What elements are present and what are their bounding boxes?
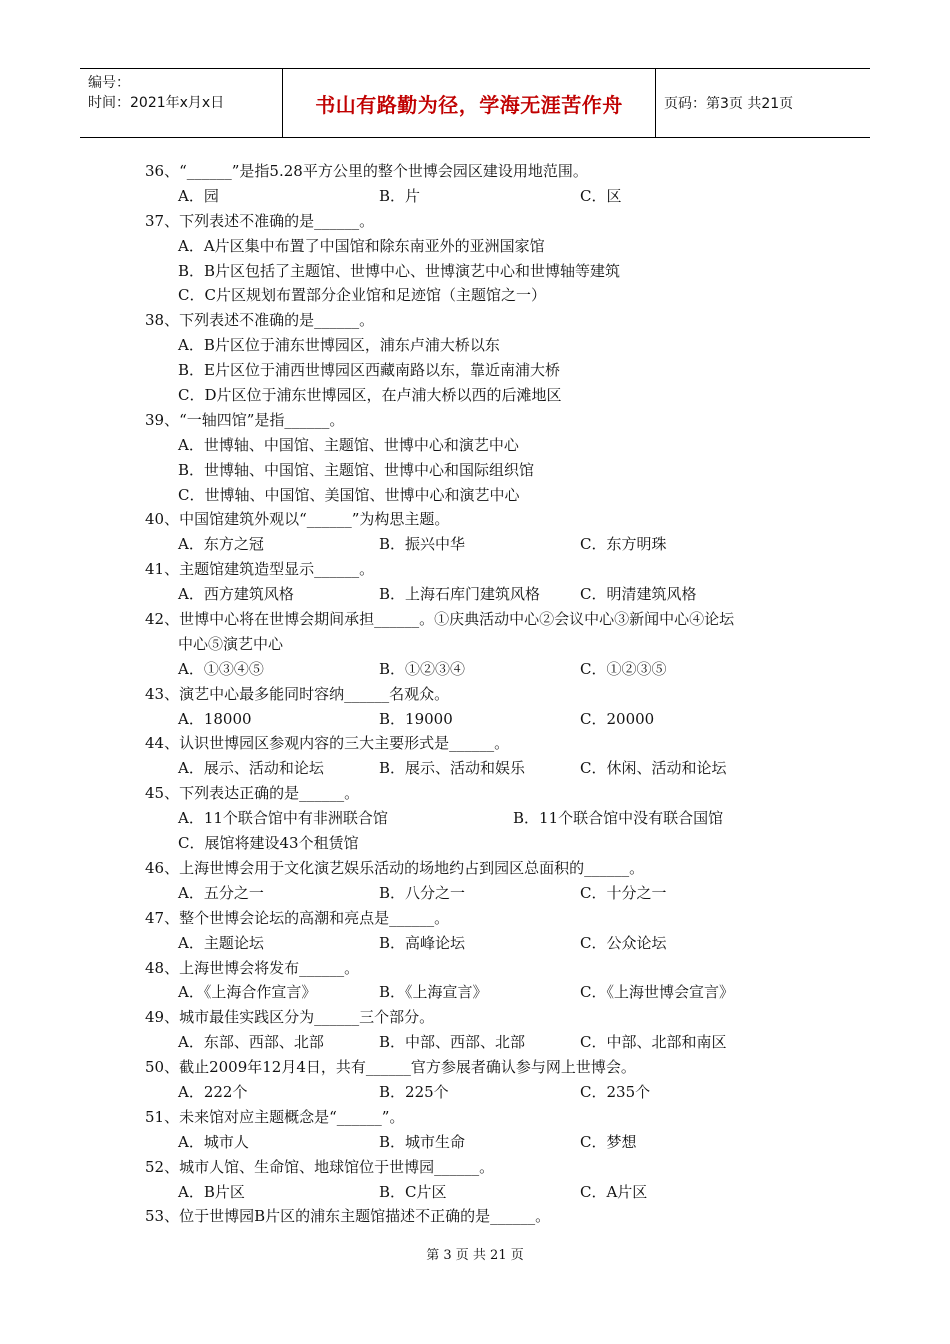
answer-option: A．A片区集中布置了中国馆和除东南亚外的亚洲国家馆: [178, 236, 545, 255]
answer-option: B．展示、活动和娱乐: [379, 759, 526, 778]
answer-option: A．世博轴、中国馆、主题馆、世博中心和演艺中心: [178, 435, 519, 454]
answer-option: A．东方之冠: [178, 535, 264, 554]
answer-option: B．中部、西部、北部: [379, 1033, 526, 1052]
header-meta: [80, 69, 282, 137]
answer-option: B．19000: [379, 709, 453, 728]
answer-option: B．11个联合馆中没有联合国馆: [513, 809, 724, 828]
answer-option: A．城市人: [178, 1132, 249, 1151]
question-stem: 36、“______”是指5.28平方公里的整个世博会园区建设用地范围。: [145, 162, 588, 180]
answer-option: B．225个: [379, 1082, 449, 1101]
answer-option: C．D片区位于浦东世博园区，在卢浦大桥以西的后滩地区: [178, 386, 562, 405]
question-stem: 52、城市人馆、生命馆、地球馆位于世博园______。: [145, 1157, 495, 1176]
answer-option: C．区: [580, 186, 622, 205]
question-stem: 45、下列表达正确的是______。: [145, 784, 360, 803]
answer-option: C．235个: [580, 1082, 651, 1101]
question-stem: 38、下列表述不准确的是______。: [145, 311, 375, 330]
answer-option: A．18000: [178, 709, 252, 728]
option-row: [145, 707, 825, 732]
answer-option: A．①③④⑤: [178, 659, 264, 678]
header-motto: 书山有路勤为径，学海无涯苦作舟: [282, 69, 656, 137]
answer-option: A．西方建筑风格: [178, 585, 294, 604]
answer-option: A．五分之一: [178, 883, 264, 902]
option-row: [145, 980, 825, 1005]
answer-option: B．E片区位于浦西世博园区西藏南路以东，靠近南浦大桥: [178, 361, 560, 380]
option-row: [145, 1030, 825, 1055]
answer-option: C．休闲、活动和论坛: [580, 759, 727, 778]
answer-option: B．B片区包括了主题馆、世博中心、世博演艺中心和世博轴等建筑: [178, 261, 621, 280]
time-label: 时间：2021年x月x日: [88, 95, 225, 111]
page-footer: 第 3 页 共 21 页: [426, 1248, 524, 1263]
question-stem: 39、“一轴四馆”是指______。: [145, 410, 345, 429]
answer-option: B．片: [379, 186, 421, 205]
answer-option: C．东方明珠: [580, 535, 667, 554]
answer-option: C．公众论坛: [580, 933, 667, 952]
option-row: [145, 184, 825, 209]
answer-option: C．十分之一: [580, 883, 667, 902]
answer-option: B．振兴中华: [379, 535, 466, 554]
answer-option: B．上海石库门建筑风格: [379, 585, 541, 604]
question-stem-continued: 中心⑤演艺中心: [178, 634, 284, 653]
question-stem: 44、认识世博园区参观内容的三大主要形式是______。: [145, 734, 510, 753]
question-stem: 37、下列表述不准确的是______。: [145, 211, 375, 230]
answer-option: C．展馆将建设43个租赁馆: [178, 834, 359, 853]
option-row: [145, 1130, 825, 1155]
answer-option: A．东部、西部、北部: [178, 1033, 324, 1052]
answer-option: C．A片区: [580, 1182, 648, 1201]
answer-option: A．B片区位于浦东世博园区，浦东卢浦大桥以东: [178, 336, 500, 355]
option-row: [145, 582, 825, 607]
answer-option: C．①②③⑤: [580, 659, 667, 678]
answer-option: C．世博轴、中国馆、美国馆、世博中心和演艺中心: [178, 485, 520, 504]
answer-option: C．梦想: [580, 1132, 637, 1151]
question-stem: 49、城市最佳实践区分为______三个部分。: [145, 1008, 435, 1027]
question-list: [145, 159, 825, 1229]
answer-option: B．八分之一: [379, 883, 466, 902]
option-row: [145, 881, 825, 906]
question-stem: 51、未来馆对应主题概念是“______”。: [145, 1107, 405, 1126]
question-stem: 46、上海世博会用于文化演艺娱乐活动的场地约占到园区总面积的______。: [145, 858, 645, 877]
question-stem: 53、位于世博园B片区的浦东主题馆描述不正确的是______。: [145, 1207, 551, 1226]
option-row: [145, 532, 825, 557]
answer-option: B．《上海宣言》: [379, 983, 488, 1002]
question-stem: 47、整个世博会论坛的高潮和亮点是______。: [145, 908, 450, 927]
option-row: [145, 657, 825, 682]
answer-option: C．《上海世博会宣言》: [580, 983, 734, 1002]
answer-option: B．世博轴、中国馆、主题馆、世博中心和国际组织馆: [178, 460, 535, 479]
answer-option: C．中部、北部和南区: [580, 1033, 727, 1052]
question-stem: 50、截止2009年12月4日，共有______官方参展者确认参与网上世博会。: [145, 1058, 636, 1077]
answer-option: B．高峰论坛: [379, 933, 466, 952]
option-row: [145, 1180, 825, 1205]
answer-option: A．222个: [178, 1082, 248, 1101]
option-row: [145, 931, 825, 956]
question-stem: 40、中国馆建筑外观以“______”为构思主题。: [145, 510, 450, 529]
answer-option: A．园: [178, 186, 219, 205]
page-header: [80, 68, 870, 138]
question-stem: 41、主题馆建筑造型显示______。: [145, 560, 375, 579]
code-label: 编号：: [88, 75, 130, 91]
answer-option: C．明清建筑风格: [580, 585, 697, 604]
answer-option: A．11个联合馆中有非洲联合馆: [178, 809, 388, 828]
question-stem: 43、演艺中心最多能同时容纳______名观众。: [145, 684, 450, 703]
answer-option: C．20000: [580, 709, 655, 728]
answer-option: A．展示、活动和论坛: [178, 759, 324, 778]
question-stem: 42、世博中心将在世博会期间承担______。①庆典活动中心②会议中心③新闻中心④论坛: [145, 610, 735, 629]
question-stem: 48、上海世博会将发布______。: [145, 958, 360, 977]
answer-option: B．①②③④: [379, 659, 466, 678]
header-page-number: 页码：第3页 共21页: [664, 96, 794, 112]
answer-option: C．C片区规划布置部分企业馆和足迹馆（主题馆之一）: [178, 286, 546, 305]
option-row: [145, 1080, 825, 1105]
option-row: [145, 756, 825, 781]
answer-option: A．B片区: [178, 1182, 245, 1201]
answer-option: A．《上海合作宣言》: [178, 983, 317, 1002]
answer-option: B．城市生命: [379, 1132, 466, 1151]
answer-option: A．主题论坛: [178, 933, 264, 952]
answer-option: B．C片区: [379, 1182, 447, 1201]
option-row: [145, 806, 825, 831]
